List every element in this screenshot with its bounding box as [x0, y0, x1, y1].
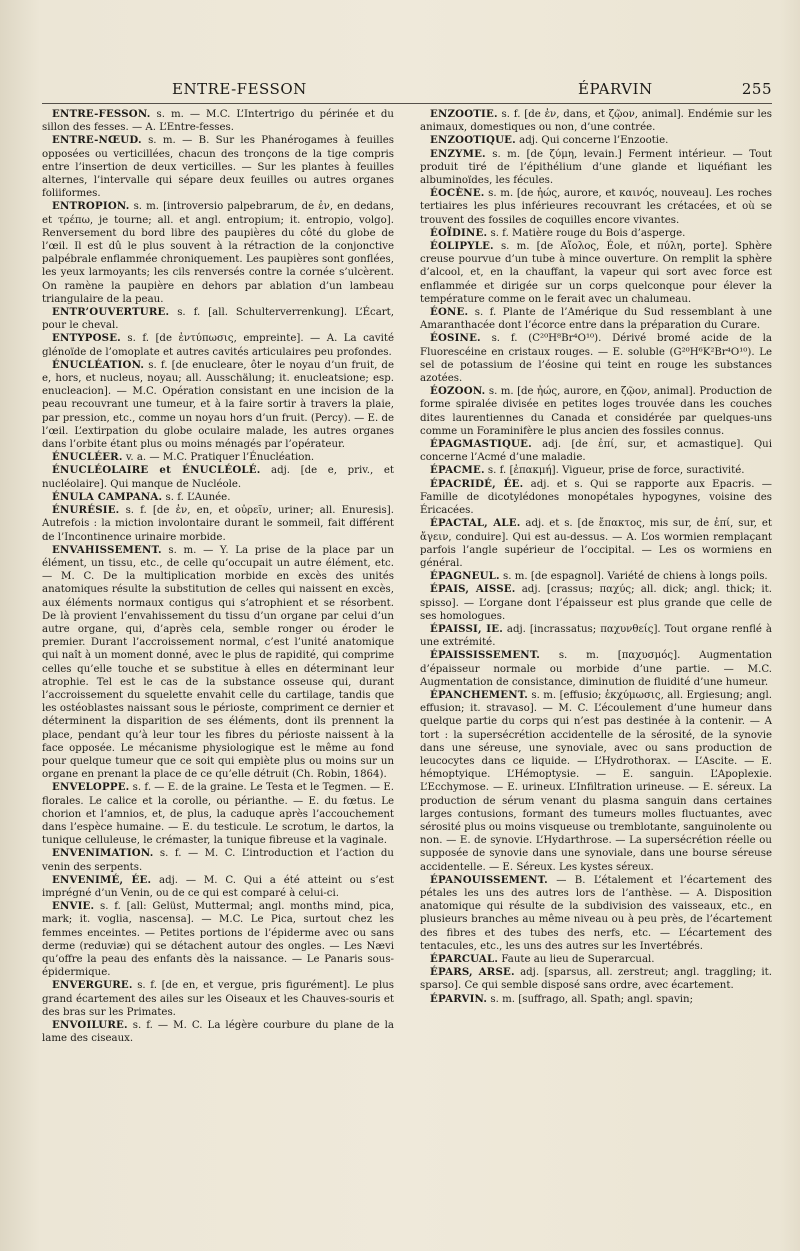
entry-headword: ENTYPOSE.	[52, 332, 121, 345]
dictionary-entry	[42, 491, 394, 504]
dictionary-entry	[42, 1019, 394, 1045]
entry-definition: s. f. (C²⁰H⁸Br⁴O¹⁰). Dérivé bromé acide de la Fluorescéine en cristaux rouges. — E. soluble (G²⁰H⁶K²Br⁴O¹⁰). Le sel de potassium de l’éosine qui teint en rouge les substances azotées.	[420, 333, 772, 385]
dictionary-entry	[42, 504, 394, 544]
header-right-guide-word: ÉPARVIN	[578, 80, 653, 98]
entry-headword: ÉPANCHEMENT.	[430, 688, 528, 701]
dictionary-entry	[42, 874, 394, 900]
entry-headword: ENZOOTIE.	[430, 108, 498, 120]
entry-headword: ÉONE.	[430, 306, 469, 319]
entry-definition: s. f. [de enucleare, ôter le noyau d’un fruit, de e, hors, et nucleus, noyau; all. Ausschälung; it. enucleatsione; esp. enucleacion]. — M.C. Opération consistant en une incision de la peau recouvrant une tumeur, et à la faire sortir à travers la plaie, par pression, etc., comme un noyau hors d’un fruit. (Percy). — E. de l’œil. L’extirpation du globe oculaire malade, les autres organes dans l’orbite étant plus ou moins ménagés par l’opérateur.	[42, 359, 394, 451]
dictionary-entry	[420, 689, 772, 874]
dictionary-entry	[420, 464, 772, 477]
dictionary-entry	[42, 108, 394, 134]
entry-definition: s. m. [suffrago, all. Spath; angl. spavin;	[487, 993, 694, 1005]
entry-definition: s. f. [de ἐν, dans, et ζῷον, animal]. Endémie sur les animaux, domestiques ou non, d’une contrée.	[420, 109, 772, 134]
entry-definition: adj. [de e, priv., et nucléolaire]. Qui manque de Nucléole.	[42, 465, 394, 490]
entry-definition: s. f. [de ἐντύπωσις, empreinte]. — A. La cavité glénoïde de l’omoplate et autres cavités articulaires peu profondes.	[42, 333, 394, 358]
entry-headword: ÉPAIS, AISSE.	[430, 583, 516, 596]
entry-headword: ENTRE-FESSON.	[52, 108, 151, 120]
dictionary-entry	[42, 464, 394, 490]
entry-headword: ENTR’OUVERTURE.	[52, 306, 170, 319]
entry-headword: ÉPARCUAL.	[430, 953, 499, 965]
entry-headword: ÉOCÈNE.	[430, 187, 485, 200]
dictionary-entry	[420, 306, 772, 332]
entry-definition: s. f. [all: Gelüst, Muttermal; angl. months mind, pica, mark; it. voglia, nascensa]. — M.C. Le Pica, surtout chez les femmes enceintes. — Petites portions de l’épiderme avec ou sans derme (reduviæ) qui se détachent autour des ongles. — Les Nævi qu’offre la peau des enfants dès la naissance. — Le Panaris sous-épidermique.	[42, 901, 394, 979]
entry-definition: s. m. — B. Sur les Phanérogames à feuilles opposées ou verticillées, chacun des tronçons de la tige compris entre l’insertion de deux verticilles. — Sur les plantes à feuilles alternes, l’intervalle qui sépare deux feuilles ou autres organes foliiformes.	[42, 135, 394, 200]
entry-definition: s. f. — M. C. L’introduction et l’action du venin des serpents.	[42, 848, 394, 873]
dictionary-entry	[420, 583, 772, 623]
entry-definition: Faute au lieu de Superarcual.	[498, 954, 655, 965]
dictionary-entry	[42, 847, 394, 873]
entry-definition: s. f. Plante de l’Amérique du Sud ressemblant à une Amaranthacée dont l’écorce entre dans la préparation du Curare.	[420, 307, 772, 332]
entry-definition: s. m. [de ἠώς, aurore, et καινός, nouveau]. Les roches tertiaires les plus inférieures recouvrant les crétacées, et où se trouvent des fossiles de coquilles encore vivantes.	[420, 188, 772, 226]
dictionary-entry	[420, 148, 772, 188]
entry-definition: s. m. [effusio; ἐκχύμωσις, all. Ergiesung; angl. effusion; it. stravaso]. — M. C. L’écoulement d’une humeur dans quelque partie du corps qui n’est pas destinée à la contenir. — A tort : la supersécrétion accidentelle de la sérosité, de la synovie dans une séreuse, une synoviale, avec ou sans production de leucocytes dans ce liquide. — L’Hydrothorax. — L’Ascite. — E. hémoptyique. L’Hémoptysie. — E. sanguin. L’Apoplexie. L’Ecchymose. — E. urineux. L’Infiltration urineuse. — E. séreux. La production de sérum venant du plasma sanguin dans certaines larges contusions, formant des tumeurs molles fluctuantes, avec sérosité plus ou moins visqueuse ou tremblotante, sanguinolente ou non. — E. de synovie. L’Hydarthrose. — La supersécrétion réelle ou supposée de synovie dans une synoviale, dans une bourse séreuse accidentelle. — E. Séreux. Les kystes séreux.	[420, 689, 772, 873]
entry-definition: s. m. [de ζύμη, levain.] Ferment intérieur. — Tout produit tiré de l’épithélium d’une glande et liquéfiant les albuminoïdes, les fécules.	[420, 148, 772, 187]
entry-headword: ÉPACME.	[430, 464, 485, 477]
dictionary-entry	[420, 240, 772, 306]
dictionary-entry	[42, 306, 394, 332]
dictionary-entry	[420, 623, 772, 649]
dictionary-entry	[42, 332, 394, 358]
entry-definition: adj. et s. [de ἔπακτος, mis sur, de ἐπί, sur, et ἄγειν, conduire]. Qui est au-dessus. — A. L’os wormien remplaçant parfois l’angle supérieur de l’occipital. — Les os wormiens en général.	[420, 518, 773, 569]
dictionary-entry	[420, 517, 772, 570]
dictionary-entry	[42, 200, 394, 306]
entry-headword: ENZYME.	[430, 147, 486, 160]
entry-headword: ÉNUCLÉER.	[52, 451, 123, 464]
entry-headword: ÉNUCLÉATION.	[52, 358, 145, 371]
entry-headword: ÉNURÉSIE.	[52, 504, 120, 517]
entry-definition: s. m. [de ἠώς, aurore, en ζῷον, animal]. Production de forme spiralée divisée en petites loges trouvée dans les couches dites laurentiennes du Canada et considérée par quelques-uns comme un Foraminifère le plus ancien des fossiles connus.	[420, 386, 772, 437]
dictionary-entry	[420, 953, 772, 966]
entry-definition: s. f. [all. Schulterverrenkung]. L’Écart, pour le cheval.	[42, 307, 394, 332]
entry-headword: ENZOOTIQUE.	[430, 134, 516, 147]
entry-headword: ÉPAGMASTIQUE.	[430, 438, 532, 451]
running-header	[42, 80, 772, 102]
dictionary-entry	[42, 900, 394, 979]
dictionary-entry	[420, 966, 772, 992]
entry-headword: ÉOÏDINE.	[430, 226, 488, 239]
entry-definition: adj. [de ἐπί, sur, et acmastique]. Qui concerne l’Acmé d’une maladie.	[420, 439, 772, 464]
left-column	[42, 108, 394, 1045]
entry-definition: s. m. [de Αἴολος, Éole, et πύλη, porte]. Sphère creuse pourvue d’un tube à mince ouverture. On remplit la sphère d’alcool, et, en la chauffant, la vapeur qui sort avec force est enflammée et dirigée sur un corps quelconque pour élever la température comme on le ferait avec un chalumeau.	[420, 241, 772, 305]
dictionary-entry	[420, 874, 772, 953]
entry-definition: v. a. — M.C. Pratiquer l’Énucléation.	[122, 452, 315, 464]
entry-headword: ÉOLIPYLE.	[430, 240, 494, 253]
entry-definition: s. f. L’Aunée.	[162, 491, 231, 503]
dictionary-entry	[420, 227, 772, 240]
entry-headword: ÉOSINE.	[430, 332, 481, 345]
entry-definition: adj. [incrassatus; παχυνθείς]. Tout organe renflé à une extrémité.	[420, 623, 772, 649]
entry-definition: s. f. [de ἐν, en, et οὐρεῖν, uriner; all. Enuresis]. Autrefois : la miction involontaire durant le sommeil, fait différent de l’Incontinence urinaire morbide.	[42, 505, 394, 543]
header-left-guide-word: ENTRE-FESSON	[172, 80, 307, 98]
entry-definition: adj. Qui concerne l’Enzootie.	[515, 135, 669, 147]
dictionary-entry	[42, 134, 394, 200]
header-rule	[42, 103, 772, 104]
entry-headword: ENVAHISSEMENT.	[52, 543, 162, 556]
entry-headword: ENVELOPPE.	[52, 781, 130, 794]
entry-definition: s. m. [de espagnol]. Variété de chiens à longs poils.	[499, 571, 768, 583]
entry-definition: s. m. [introversio palpebrarum, de ἐν, en dedans, et τρέπω, je tourne; all. et angl. entropium; it. entropio, volgo]. Renversement du bord libre des paupières du côté du globe de l’œil. Il est dû le plus souvent à la rétraction de la conjonctive palpébrale enflammée chroniquement. Les paupières sont gonflées, les yeux larmoyants; les cils renversés contre la cornée s’ulcèrent. On ramène la paupière en dehors par ablation d’un lambeau triangulaire de la peau.	[42, 201, 394, 305]
dictionary-entry	[420, 649, 772, 689]
entry-headword: ENVIE.	[52, 900, 95, 913]
entry-headword: ÉPANOUISSEMENT.	[430, 873, 548, 886]
right-column	[420, 108, 772, 1006]
entry-definition: s. m. [παχυσμός]. Augmentation d’épaisseur normale ou morbide d’une partie. — M.C. Augmentation de consistance, diminution de fluidité d’une humeur.	[420, 650, 772, 688]
entry-definition: adj. et s. Qui se rapporte aux Epacris. — Famille de dicotylédones monopétales hypogynes, voisine des Éricacées.	[420, 478, 772, 517]
entry-headword: ÉNULA CAMPANA.	[52, 490, 163, 503]
dictionary-entry	[420, 108, 772, 134]
entry-definition: s. f. Matière rouge du Bois d’asperge.	[487, 227, 686, 239]
dictionary-entry	[42, 451, 394, 464]
dictionary-entry	[420, 993, 772, 1006]
entry-definition: adj. [sparsus, all. zerstreut; angl. traggling; it. sparso]. Ce qui semble disposé sans ordre, avec écartement.	[420, 967, 772, 992]
entry-definition: s. m. — Y. La prise de la place par un élément, un tissu, etc., de celle qu’occupait un autre élément, etc. — M. C. De la multiplication morbide en excès des unités anatomiques résulte la substitution de celles qui naissent en excès, aux éléments normaux contigus qui s’atrophient et se résorbent. De là provient l’envahissement du tissu d’un organe par celui d’un autre organe, qui, d’après cela, semble ronger ou éroder le premier. Durant l’accroissement normal, c’est l’unité anatomique qui naît à un moment donné, avec le plus de rapidité, qui comprime celles qu’elle touche et se substitue à elles en déterminant leur atrophie. Tel est le cas de la substance osseuse qui, durant l’accroissement du squelette envahit celle du cartilage, tandis que les ostéoblastes naissant sous le périoste, compriment ce dernier et déterminent la disparition de ses éléments, dont ils prennent la place, pendant qu’à leur tour les fibres du périoste naissent à la face opposée. Le mécanisme physiologique est le même au fond pour quelque tumeur que ce soit qui empiète plus ou moins sur un organe en prenant la place de ce qu’elle détruit (Ch. Robin, 1864).	[42, 544, 394, 781]
entry-headword: ÉPARVIN.	[430, 992, 488, 1005]
entry-headword: ENTRE-NŒUD.	[52, 134, 142, 147]
entry-headword: ENVENIMÉ, ÉE.	[52, 873, 152, 886]
entry-headword: ÉPAGNEUL.	[430, 570, 500, 583]
entry-headword: ENTROPION.	[52, 200, 130, 213]
entry-headword: ENVERGURE.	[52, 979, 133, 992]
entry-headword: ÉNUCLÉOLAIRE et ÉNUCLÉOLÉ.	[52, 464, 261, 477]
entry-headword: ÉPAISSISSEMENT.	[430, 649, 541, 662]
entry-definition: s. f. — E. de la graine. Le Testa et le Tegmen. — E. florales. Le calice et la corolle, ou périanthe. — E. du fœtus. Le chorion et l’amnios, et, de plus, la caduque après l’accouchement dans l’espèce humaine. — E. du testicule. Le scrotum, le dartos, la tunique celluleuse, le crémaster, la tunique fibreuse et la vaginale.	[42, 782, 394, 847]
dictionary-entry	[42, 979, 394, 1019]
dictionary-entry	[42, 544, 394, 782]
entry-headword: ÉPACTAL, ALE.	[430, 517, 521, 530]
entry-definition: s. f. [ἐπακμή]. Vigueur, prise de force, suractivité.	[484, 465, 745, 477]
entry-headword: ÉPARS, ARSE.	[430, 966, 515, 979]
dictionary-entry	[420, 478, 772, 518]
dictionary-entry	[420, 570, 772, 583]
dictionary-entry	[420, 385, 772, 438]
entry-headword: ÉPAISSI, IE.	[430, 622, 503, 635]
entry-definition: s. f. — M. C. La légère courbure du plane de la lame des ciseaux.	[42, 1020, 394, 1045]
entry-headword: ENVENIMATION.	[52, 847, 154, 860]
dictionary-entry	[420, 332, 772, 385]
page-number: 255	[741, 80, 772, 98]
entry-definition: s. f. [de en, et vergue, pris figurément]. Le plus grand écartement des ailes sur les Oiseaux et les Chauves-souris et des bras sur les Primates.	[42, 980, 394, 1018]
dictionary-entry	[42, 359, 394, 451]
entry-headword: ÉPACRIDÉ, ÉE.	[430, 477, 524, 490]
dictionary-entry	[420, 438, 772, 464]
entry-definition: adj. — M. C. Qui a été atteint ou s’est imprégné d’un Venin, ou de ce qui est comparé à celui-ci.	[42, 874, 395, 899]
dictionary-entry	[42, 781, 394, 847]
entry-definition: adj. [crassus; παχύς; all. dick; angl. thick; it. spisso]. — L’organe dont l’épaisseur est plus grande que celle de ses homologues.	[420, 584, 772, 622]
entry-definition: — B. L’étalement et l’écartement des pétales les uns des autres lors de l’anthèse. — A. Disposition anatomique qui résulte de la subdivision des vaisseaux, etc., en plusieurs branches au même niveau ou à peu près, de l’écartement des fibres et des tubes des nerfs, etc. — L’écartement des tentacules, etc., les uns des autres sur les Invertébrés.	[420, 874, 772, 952]
entry-definition: s. m. — M.C. L’Intertrigo du périnée et du sillon des fesses. — A. L’Entre-fesses.	[42, 109, 394, 134]
dictionary-entry	[420, 187, 772, 227]
entry-headword: ÉOZOON.	[430, 385, 486, 398]
entry-headword: ENVOILURE.	[52, 1019, 128, 1032]
dictionary-entry	[420, 134, 772, 147]
